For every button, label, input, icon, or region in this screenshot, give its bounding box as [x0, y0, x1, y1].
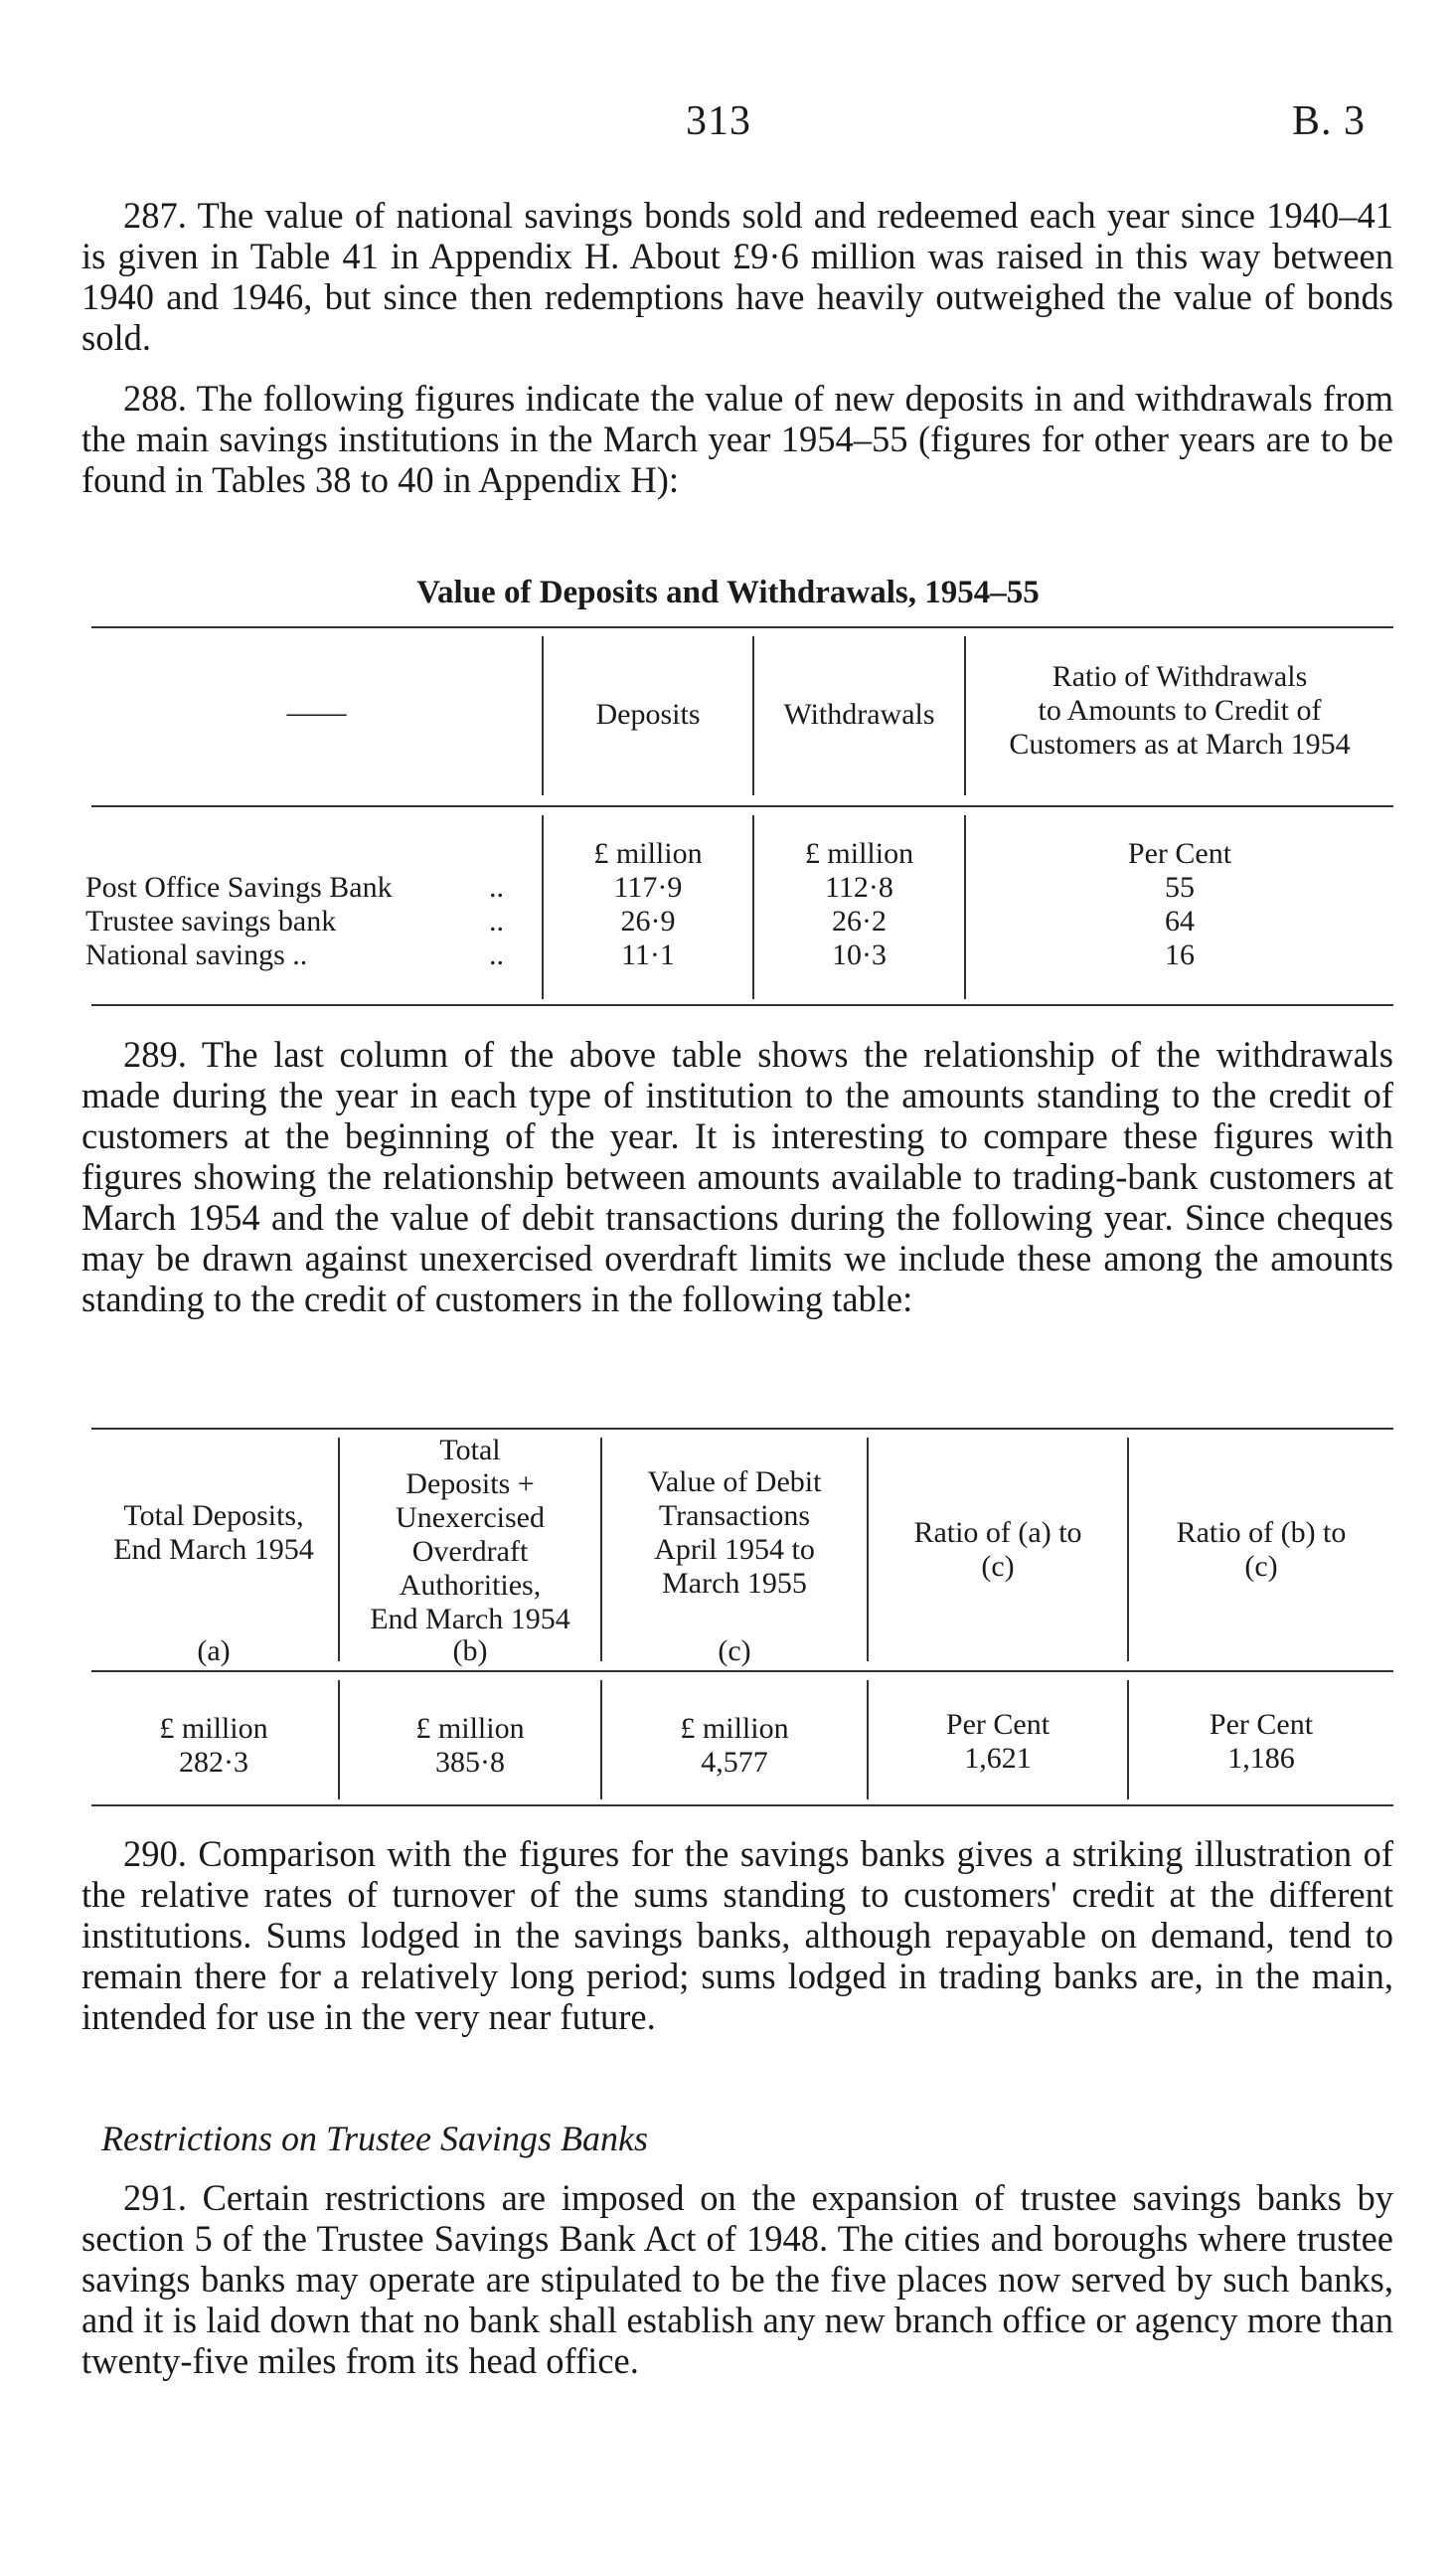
- table2-col-c-tag: (c): [718, 1634, 751, 1667]
- table2-col-a-header: [89, 1499, 338, 1567]
- table1-row-withdrawals: 10·3: [832, 939, 887, 971]
- table1-row-ratio: 16: [1165, 939, 1195, 971]
- table1-ratio-header: [966, 660, 1393, 762]
- table2-col-e-unit: Per Cent: [1209, 1708, 1314, 1741]
- paragraph-289: [81, 1034, 1393, 1319]
- table1-row-deposits: 26·9: [620, 905, 676, 938]
- paragraph-290-text: 290. Comparison with the figures for the savings banks gives a striking illustration of the relative rates of turnover of the sums standing to customers' credit at the different institutions. Sums lodged in the savings banks, although repayable on demand, tend to remain there for a relatively long period; sums lodged in trading banks are, in the main, intended for use in the very near future.: [81, 1833, 1393, 2037]
- table2-col-b-value: 385·8: [435, 1746, 505, 1779]
- table2-col-c-header-line: March 1955: [662, 1567, 807, 1600]
- table2-col-c-header: [602, 1465, 867, 1601]
- table2-col-e-value: 1,186: [1227, 1742, 1295, 1775]
- table2-col-a-tag: (a): [197, 1634, 231, 1667]
- paragraph-287-text: 287. The value of national savings bonds sold and redeemed each year since 1940–41 is given in Table 41 in Appendix H. About £9·6 million was raised in this way between 1940 and 1946, but since then redemptions have heavily outweighed the value of bonds sold.: [81, 195, 1393, 358]
- table2-col-e-header: [1129, 1516, 1393, 1584]
- table2-col-d-header: [869, 1516, 1127, 1584]
- table1-row-withdrawals: 112·8: [825, 871, 893, 904]
- table2-col-d-header-line: (c): [981, 1550, 1015, 1583]
- table1-row-deposits: 11·1: [621, 939, 675, 971]
- table2-col-a-header-line: Total Deposits,: [123, 1499, 304, 1532]
- table1-withdrawals-header: Withdrawals: [783, 698, 935, 731]
- table2-col-e-header-line: (c): [1244, 1550, 1278, 1583]
- table2-col-d-header-line: Ratio of (a) to: [913, 1516, 1082, 1549]
- table1-bottom-rule: [91, 1004, 1393, 1006]
- table2-col-b-header-line: End March 1954: [370, 1603, 570, 1635]
- table2-col-a-header-line: End March 1954: [113, 1533, 314, 1566]
- table1-ratio-unit: Per Cent: [1127, 837, 1232, 870]
- table1-row-label: Trustee savings bank: [85, 905, 337, 938]
- table2-col-b-header: [340, 1434, 600, 1636]
- table2-col-b-header-line: Total: [439, 1434, 501, 1466]
- table2-col-b-header-line: Overdraft: [411, 1535, 529, 1568]
- table2-col-b-header-line: Authorities,: [399, 1569, 542, 1602]
- document-reference: B. 3: [1292, 98, 1367, 144]
- paragraph-291-text: 291. Certain restrictions are imposed on the expansion of trustee savings banks by section 5 of the Trustee Savings Bank Act of 1948. The cities and boroughs where trustee savings banks may operate are stipulated to be the five places now served by such banks, and it is laid down that no bank shall establish any new branch office or agency more than twenty-five miles from its head office.: [81, 2177, 1393, 2381]
- table1-header-rule: [91, 805, 1393, 807]
- table1-row-ratio: 64: [1165, 905, 1195, 938]
- table1-row-deposits: 117·9: [613, 871, 683, 904]
- paragraph-290: [81, 1833, 1393, 2037]
- page-number: 313: [686, 98, 751, 144]
- table1-ratio-header-line: to Amounts to Credit of: [1038, 694, 1322, 727]
- table1-ratio-header-line: Ratio of Withdrawals: [1052, 660, 1308, 693]
- table1-ratio-header-line: Customers as at March 1954: [1009, 728, 1351, 761]
- table2-col-c-header-line: Transactions: [658, 1499, 811, 1532]
- table2-bottom-rule: [91, 1804, 1393, 1806]
- table1-title: Value of Deposits and Withdrawals, 1954–55: [416, 575, 1040, 610]
- table2-top-rule: [91, 1428, 1393, 1430]
- paragraph-289-text: 289. The last column of the above table shows the relationship of the withdrawals made during the year in each type of institution to the amounts standing to the credit of customers at the beginning of the year. It is interesting to compare these figures with figures showing the relationship between amounts available to trading-bank customers at March 1954 and the value of debit transactions during the following year. Since cheques may be drawn against unexercised overdraft limits we include these among the amounts standing to the credit of customers in the following table:: [81, 1034, 1393, 1319]
- table1-row-leader: ..: [489, 939, 504, 971]
- table2-col-c-unit: £ million: [680, 1712, 789, 1745]
- table1-deposits-unit: £ million: [593, 837, 703, 870]
- table1-row-ratio: 55: [1165, 871, 1195, 904]
- table1-row-withdrawals: 26·2: [832, 905, 887, 938]
- table2-col-b-unit: £ million: [415, 1712, 525, 1745]
- table2-col-a-value: 282·3: [179, 1746, 248, 1779]
- table1-row-label: National savings ..: [85, 939, 308, 971]
- table2-col-b-header-line: Unexercised: [396, 1501, 545, 1534]
- paragraph-291: [81, 2177, 1393, 2381]
- paragraph-288-text: 288. The following figures indicate the value of new deposits in and withdrawals from the main savings institutions in the March year 1954–55 (figures for other years are to be found in Tables 38 to 40 in Appendix H):: [81, 378, 1393, 500]
- table1-deposits-header: Deposits: [595, 698, 701, 731]
- table1-top-rule: [91, 626, 1393, 628]
- paragraph-287: [81, 195, 1393, 358]
- table1-withdrawals-unit: £ million: [804, 837, 914, 870]
- table1-stub-header: ——: [286, 696, 347, 729]
- table2-header-rule: [91, 1670, 1393, 1672]
- table1-row-label: Post Office Savings Bank: [85, 871, 393, 904]
- table2-col-b-header-line: Deposits +: [405, 1467, 535, 1500]
- table2-col-c-header-line: Value of Debit: [647, 1465, 822, 1498]
- table2-col-a-unit: £ million: [159, 1712, 268, 1745]
- table2-col-d-unit: Per Cent: [945, 1708, 1051, 1741]
- table2-col-d-value: 1,621: [964, 1742, 1032, 1775]
- section-heading: Restrictions on Trustee Savings Banks: [101, 2119, 648, 2158]
- table1-row-leader: ..: [489, 871, 504, 904]
- table2-col-b-tag: (b): [452, 1634, 488, 1667]
- table2-col-c-header-line: April 1954 to: [654, 1533, 815, 1566]
- paragraph-288: [81, 378, 1393, 500]
- table2-col-e-header-line: Ratio of (b) to: [1176, 1516, 1347, 1549]
- table1-row-leader: ..: [489, 905, 504, 938]
- table2-col-c-value: 4,577: [701, 1746, 768, 1779]
